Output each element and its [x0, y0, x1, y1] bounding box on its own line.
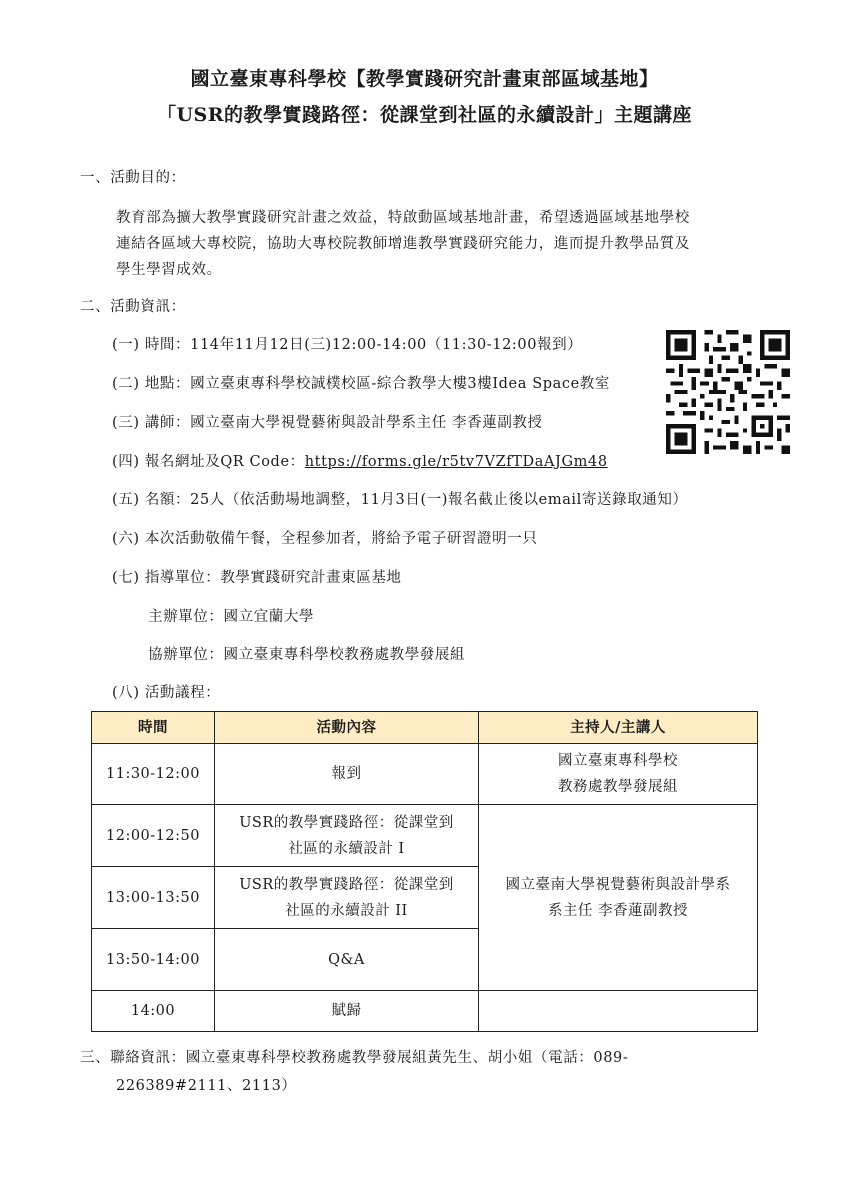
row-activity: 報到	[215, 744, 479, 805]
section2-heading: 二、活動資訊：	[80, 299, 186, 315]
row-host	[479, 744, 758, 805]
info-cohost-unit: 協辦單位：國立臺東專科學校教務處教學發展組	[148, 647, 466, 663]
document-title: 國立臺東專科學校【教學實踐研究計畫東部區域基地】	[190, 68, 659, 90]
row-activity-line: USR的教學實踐路徑：從課堂到	[239, 876, 454, 893]
row-time: 13:00-13:50	[92, 867, 215, 929]
info-agenda-label: (八) 活動議程：	[112, 685, 221, 701]
registration-link[interactable]: https://forms.gle/r5tv7VZfTDaAJGm48	[304, 454, 608, 470]
row-time: 14:00	[92, 991, 215, 1032]
document-subtitle: 「USR的教學實踐路徑：從課堂到社區的永續設計」主題講座	[156, 104, 693, 126]
info-host-unit: 主辦單位：國立宜蘭大學	[148, 609, 315, 625]
info-registration	[112, 450, 608, 471]
contact-line: 226389#2111、2113）	[116, 1078, 297, 1094]
table-header-row	[92, 712, 758, 744]
info-time: (一) 時間：114年11月12日(三)12:00-14:00（11:30-12:00報到）	[112, 337, 583, 353]
row-host-line: 國立臺東專科學校	[558, 753, 678, 769]
info-guide-unit: (七) 指導單位：教學實踐研究計畫東區基地	[112, 570, 402, 586]
section1-body-line: 教育部為擴大教學實踐研究計畫之效益，特啟動區域基地計畫，希望透過區域基地學校	[116, 210, 690, 226]
info-quota: (五) 名額：25人（依活動場地調整，11月3日(一)報名截止後以email寄送錄取通知）	[112, 492, 688, 508]
info-speaker: (三) 講師：國立臺南大學視覺藝術與設計學系主任 李香蓮副教授	[112, 415, 543, 431]
table-row	[92, 805, 758, 867]
section1-body-line: 連結各區域大專校院，協助大專校院教師增進教學實踐研究能力，進而提升教學品質及	[116, 236, 690, 252]
row-time: 13:50-14:00	[92, 929, 215, 991]
row-activity-line: 社區的永續設計 I	[288, 840, 405, 857]
row-host	[479, 991, 758, 1032]
qr-code-icon[interactable]	[666, 330, 790, 454]
info-lunch: (六) 本次活動敬備午餐，全程參加者，將給予電子研習證明一只	[112, 531, 538, 547]
row-host-line: 國立臺南大學視覺藝術與設計學系	[505, 876, 731, 893]
row-activity	[215, 867, 479, 929]
row-activity: 賦歸	[215, 991, 479, 1032]
header-time: 時間	[92, 712, 215, 744]
table-row	[92, 991, 758, 1032]
row-activity-line: USR的教學實踐路徑：從課堂到	[239, 814, 454, 831]
row-time: 12:00-12:50	[92, 805, 215, 867]
row-host-merged	[479, 805, 758, 991]
row-activity-line: 社區的永續設計 II	[285, 902, 408, 919]
row-activity	[215, 805, 479, 867]
registration-label: (四) 報名網址及QR Code：	[112, 454, 305, 470]
contact-line: 三、聯絡資訊：國立臺東專科學校教務處教學發展組黃先生、胡小姐（電話：089-	[80, 1050, 629, 1066]
table-row	[92, 744, 758, 805]
section1-body-line: 學生學習成效。	[116, 262, 222, 278]
row-activity: Q&A	[215, 929, 479, 991]
info-venue: (二) 地點：國立臺東專科學校誠樸校區-綜合教學大樓3樓Idea Space教室	[112, 376, 610, 392]
row-time: 11:30-12:00	[92, 744, 215, 805]
header-activity: 活動內容	[215, 712, 479, 744]
row-host-line: 教務處教學發展組	[558, 779, 678, 795]
header-host: 主持人/主講人	[479, 712, 758, 744]
section1-heading: 一、活動目的：	[80, 170, 186, 186]
schedule-table	[91, 711, 758, 1032]
row-host-line: 系主任 李香蓮副教授	[547, 902, 689, 919]
